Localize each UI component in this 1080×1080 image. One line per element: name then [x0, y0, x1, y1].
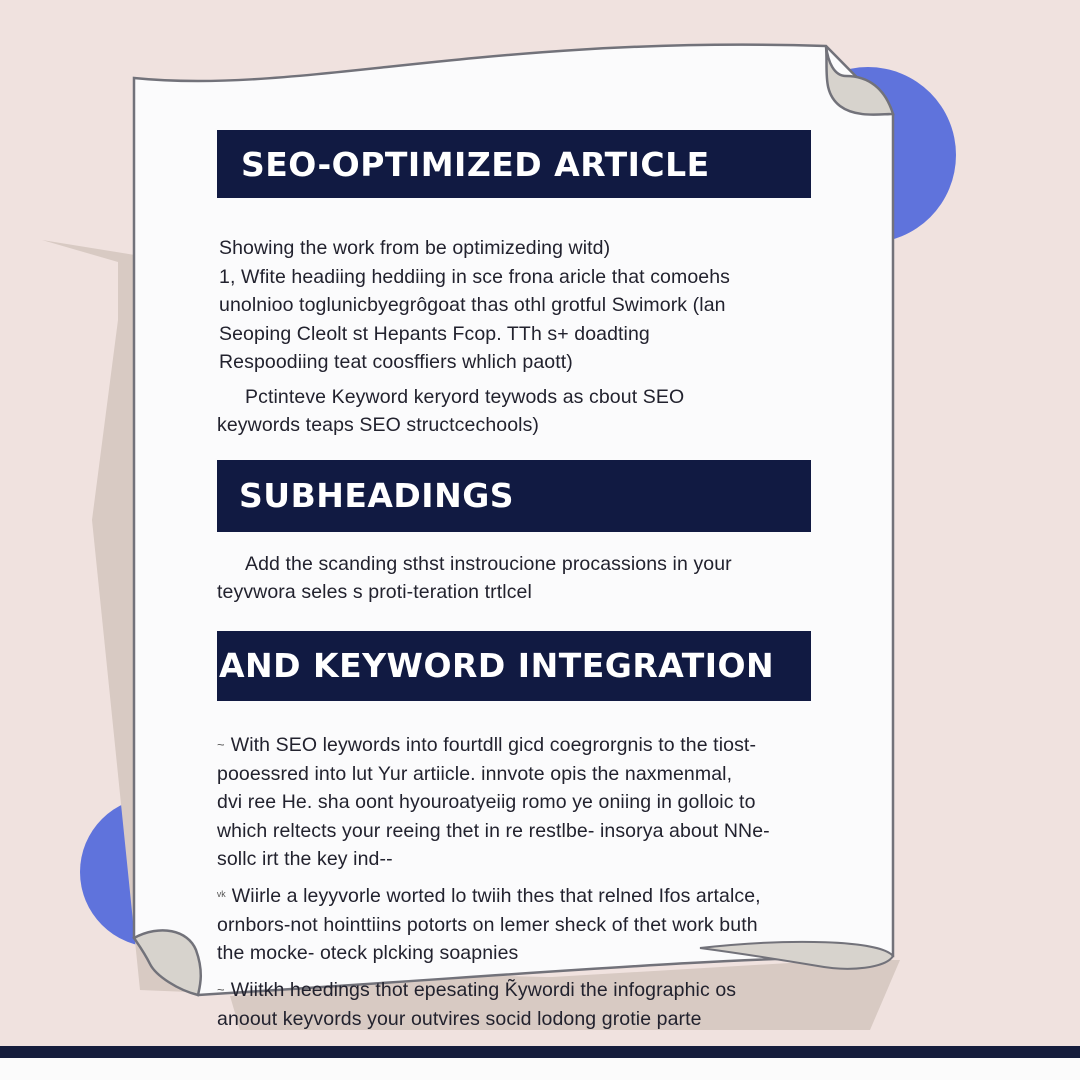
step-one-line: Respoodiing teat coosffiers whlich paott): [219, 351, 573, 373]
list-item: [217, 976, 811, 1034]
subheadings-title: SUBHEADINGS: [239, 476, 515, 515]
subheading-line: teyvwora seles s proti-teration trtlcel: [217, 581, 532, 603]
step-one-line: Seoping Cleolt st Hepants Fcop. TTh s+ doadting: [219, 322, 650, 345]
subheading-line: Add the scanding sthst instroucione procassions in your: [245, 552, 732, 575]
list-item-line: anoout keyvords your outvires socid lodong grotie parte: [217, 1007, 702, 1030]
integration-banner: [217, 631, 811, 701]
list-item-line: pooessred into lut Yur artiicle. innvote opis the naxmenmal,: [217, 762, 733, 785]
intro-paragraph: [219, 234, 811, 263]
list-item-line: ~ Wiitkh heedings thot epesating K̃ywordi the infographic os: [217, 978, 737, 1001]
page-title: SEO-OPTIMIZED ARTICLE: [241, 144, 710, 184]
bullet-icon: ~: [217, 737, 225, 753]
step-one-line: unolnioo toglunicbyegrôgoat thas othl grotful Swimork (lan: [219, 294, 726, 316]
keyword-note-line: keywords teaps SEO structcechools): [217, 414, 540, 436]
list-item-line: ᵛᵏ Wiirle a leyyvorle worted lo twiih thes that relned Ifos artalce,: [217, 884, 761, 907]
list-item-line: dvi ree He. sha oont hyouroatyeiig romo ye oniing in golloic to: [217, 791, 756, 814]
list-item-line: the mocke- oteck plcking soapnies: [217, 942, 519, 965]
step-one-line: 1, Wfite headiing heddiing in sce frona aricle that comoehs: [219, 265, 731, 288]
list-item: [217, 882, 811, 968]
subheading-paragraph: [217, 550, 811, 607]
article-content: [217, 130, 811, 1033]
subheadings-banner: [217, 460, 811, 532]
bottom-strip: [0, 1058, 1080, 1080]
bullet-icon: ~: [217, 982, 225, 998]
step-one-paragraph: [219, 263, 811, 377]
list-item-line: which reltects your reeing thet in re restlbe- insorya about NNe-: [217, 819, 770, 842]
list-item-line: sollc irt the key ind--: [217, 848, 393, 871]
list-item: [217, 731, 811, 874]
intro-line: Showing the work from be optimizeding witd): [219, 237, 611, 259]
keyword-note-line: Pctinteve Keyword keryord teywods as cbout SEO: [245, 385, 685, 408]
keyword-note-paragraph: [217, 383, 811, 440]
integration-title: AND KEYWORD INTEGRATION: [219, 646, 775, 685]
title-banner: [217, 130, 811, 198]
list-item-line: ornbors-not hointtiins potorts on lemer sheck of thet work buth: [217, 913, 758, 936]
bottom-border-bar: [0, 1046, 1080, 1058]
list-item-line: ~ With SEO leywords into fourtdll gicd coegrorgnis to the tiost-: [217, 733, 757, 756]
bullet-icon: ᵛᵏ: [217, 888, 226, 904]
